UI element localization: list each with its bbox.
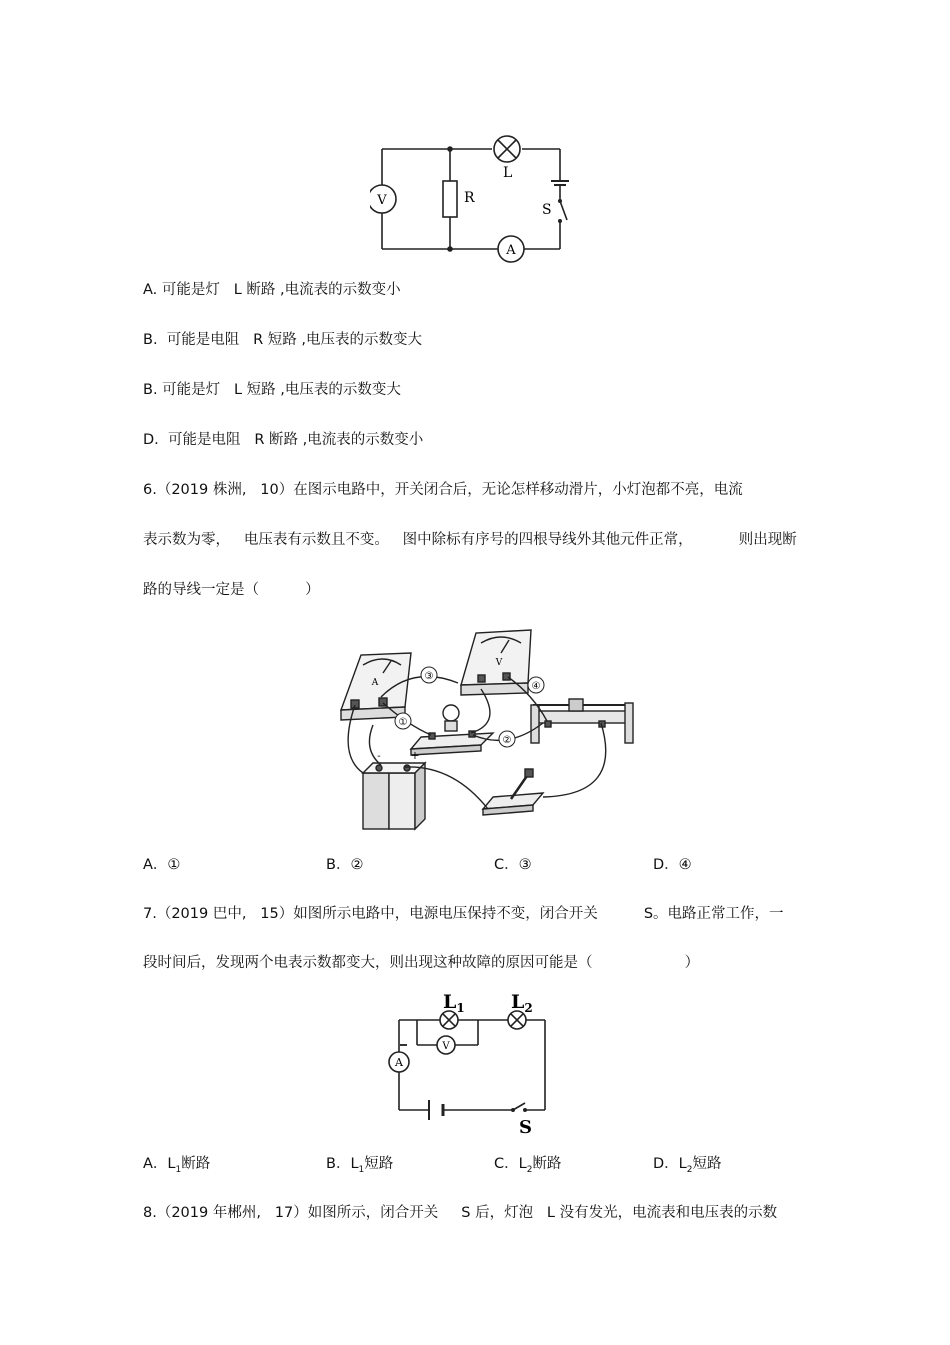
q5-option-d: D. 可能是电阻 R 断路 ,电流表的示数变小 xyxy=(143,432,424,448)
battery-minus-label: - xyxy=(377,751,381,762)
switch-label: S xyxy=(519,1117,532,1135)
q7-option-b: B．$L_1$短路 xyxy=(326,1156,394,1175)
q5-option-b: B. 可能是电阻 R 短路 ,电压表的示数变大 xyxy=(143,332,423,348)
switch-label: S xyxy=(542,202,552,218)
q7-option-d: D．$L_2$短路 xyxy=(653,1156,722,1175)
wire-4-label: ④ xyxy=(531,681,541,692)
l2-label: $L_2$ xyxy=(511,991,533,1015)
q6-text-line-1: 6.（2019 株洲, 10）在图示电路中，开关闭合后，无论怎样移动滑片，小灯泡都不亮，电流 xyxy=(143,482,743,498)
wire-1-label: ① xyxy=(398,717,408,728)
voltmeter-label: V xyxy=(442,1041,450,1052)
circuit-diagram-3 xyxy=(385,990,560,1135)
q6-text-line-2: 表示数为零， 电压表有示数且不变。 图中除标有序号的四根导线外其他元件正常， 则出现断 xyxy=(143,532,797,548)
q6-option-c: C．③ xyxy=(494,857,532,873)
battery-plus-label: + xyxy=(410,749,420,762)
wire-3-label: ③ xyxy=(424,671,434,682)
q5-option-c: B. 可能是灯 L 短路 ,电压表的示数变大 xyxy=(143,382,401,398)
q6-option-a: A．① xyxy=(143,857,181,873)
q5-option-a: A. 可能是灯 L 断路 ,电流表的示数变小 xyxy=(143,282,401,298)
ammeter-label: A xyxy=(371,678,379,688)
q7-option-a: A．$L_1$断路 xyxy=(143,1156,211,1175)
lamp-label: L xyxy=(503,165,513,181)
q7-text-line-1: 7.（2019 巴中, 15）如图所示电路中，电源电压保持不变，闭合开关 S。电路正常工作，一 xyxy=(143,906,784,922)
circuit-diagram-1 xyxy=(370,135,590,265)
ammeter-label: A xyxy=(395,1056,403,1069)
q7-option-c: C．$L_2$断路 xyxy=(494,1156,562,1175)
wire-2-label: ② xyxy=(502,735,512,746)
voltmeter-label: V xyxy=(377,193,387,208)
resistor-label: R xyxy=(464,190,475,206)
ammeter-label: A xyxy=(506,243,516,258)
l1-label: $L_1$ xyxy=(443,991,465,1015)
physical-circuit-diagram xyxy=(333,625,643,835)
q6-option-b: B．② xyxy=(326,857,364,873)
voltmeter-label: V xyxy=(495,658,503,668)
q6-text-line-3: 路的导线一定是（ ） xyxy=(143,582,320,598)
q7-text-line-2: 段时间后，发现两个电表示数都变大，则出现这种故障的原因可能是（ ） xyxy=(143,955,700,971)
q8-text-line-1: 8.（2019 年郴州, 17）如图所示，闭合开关 S 后，灯泡 L 没有发光，电流表和电压表的示数 xyxy=(143,1205,778,1221)
q6-option-d: D．④ xyxy=(653,857,692,873)
